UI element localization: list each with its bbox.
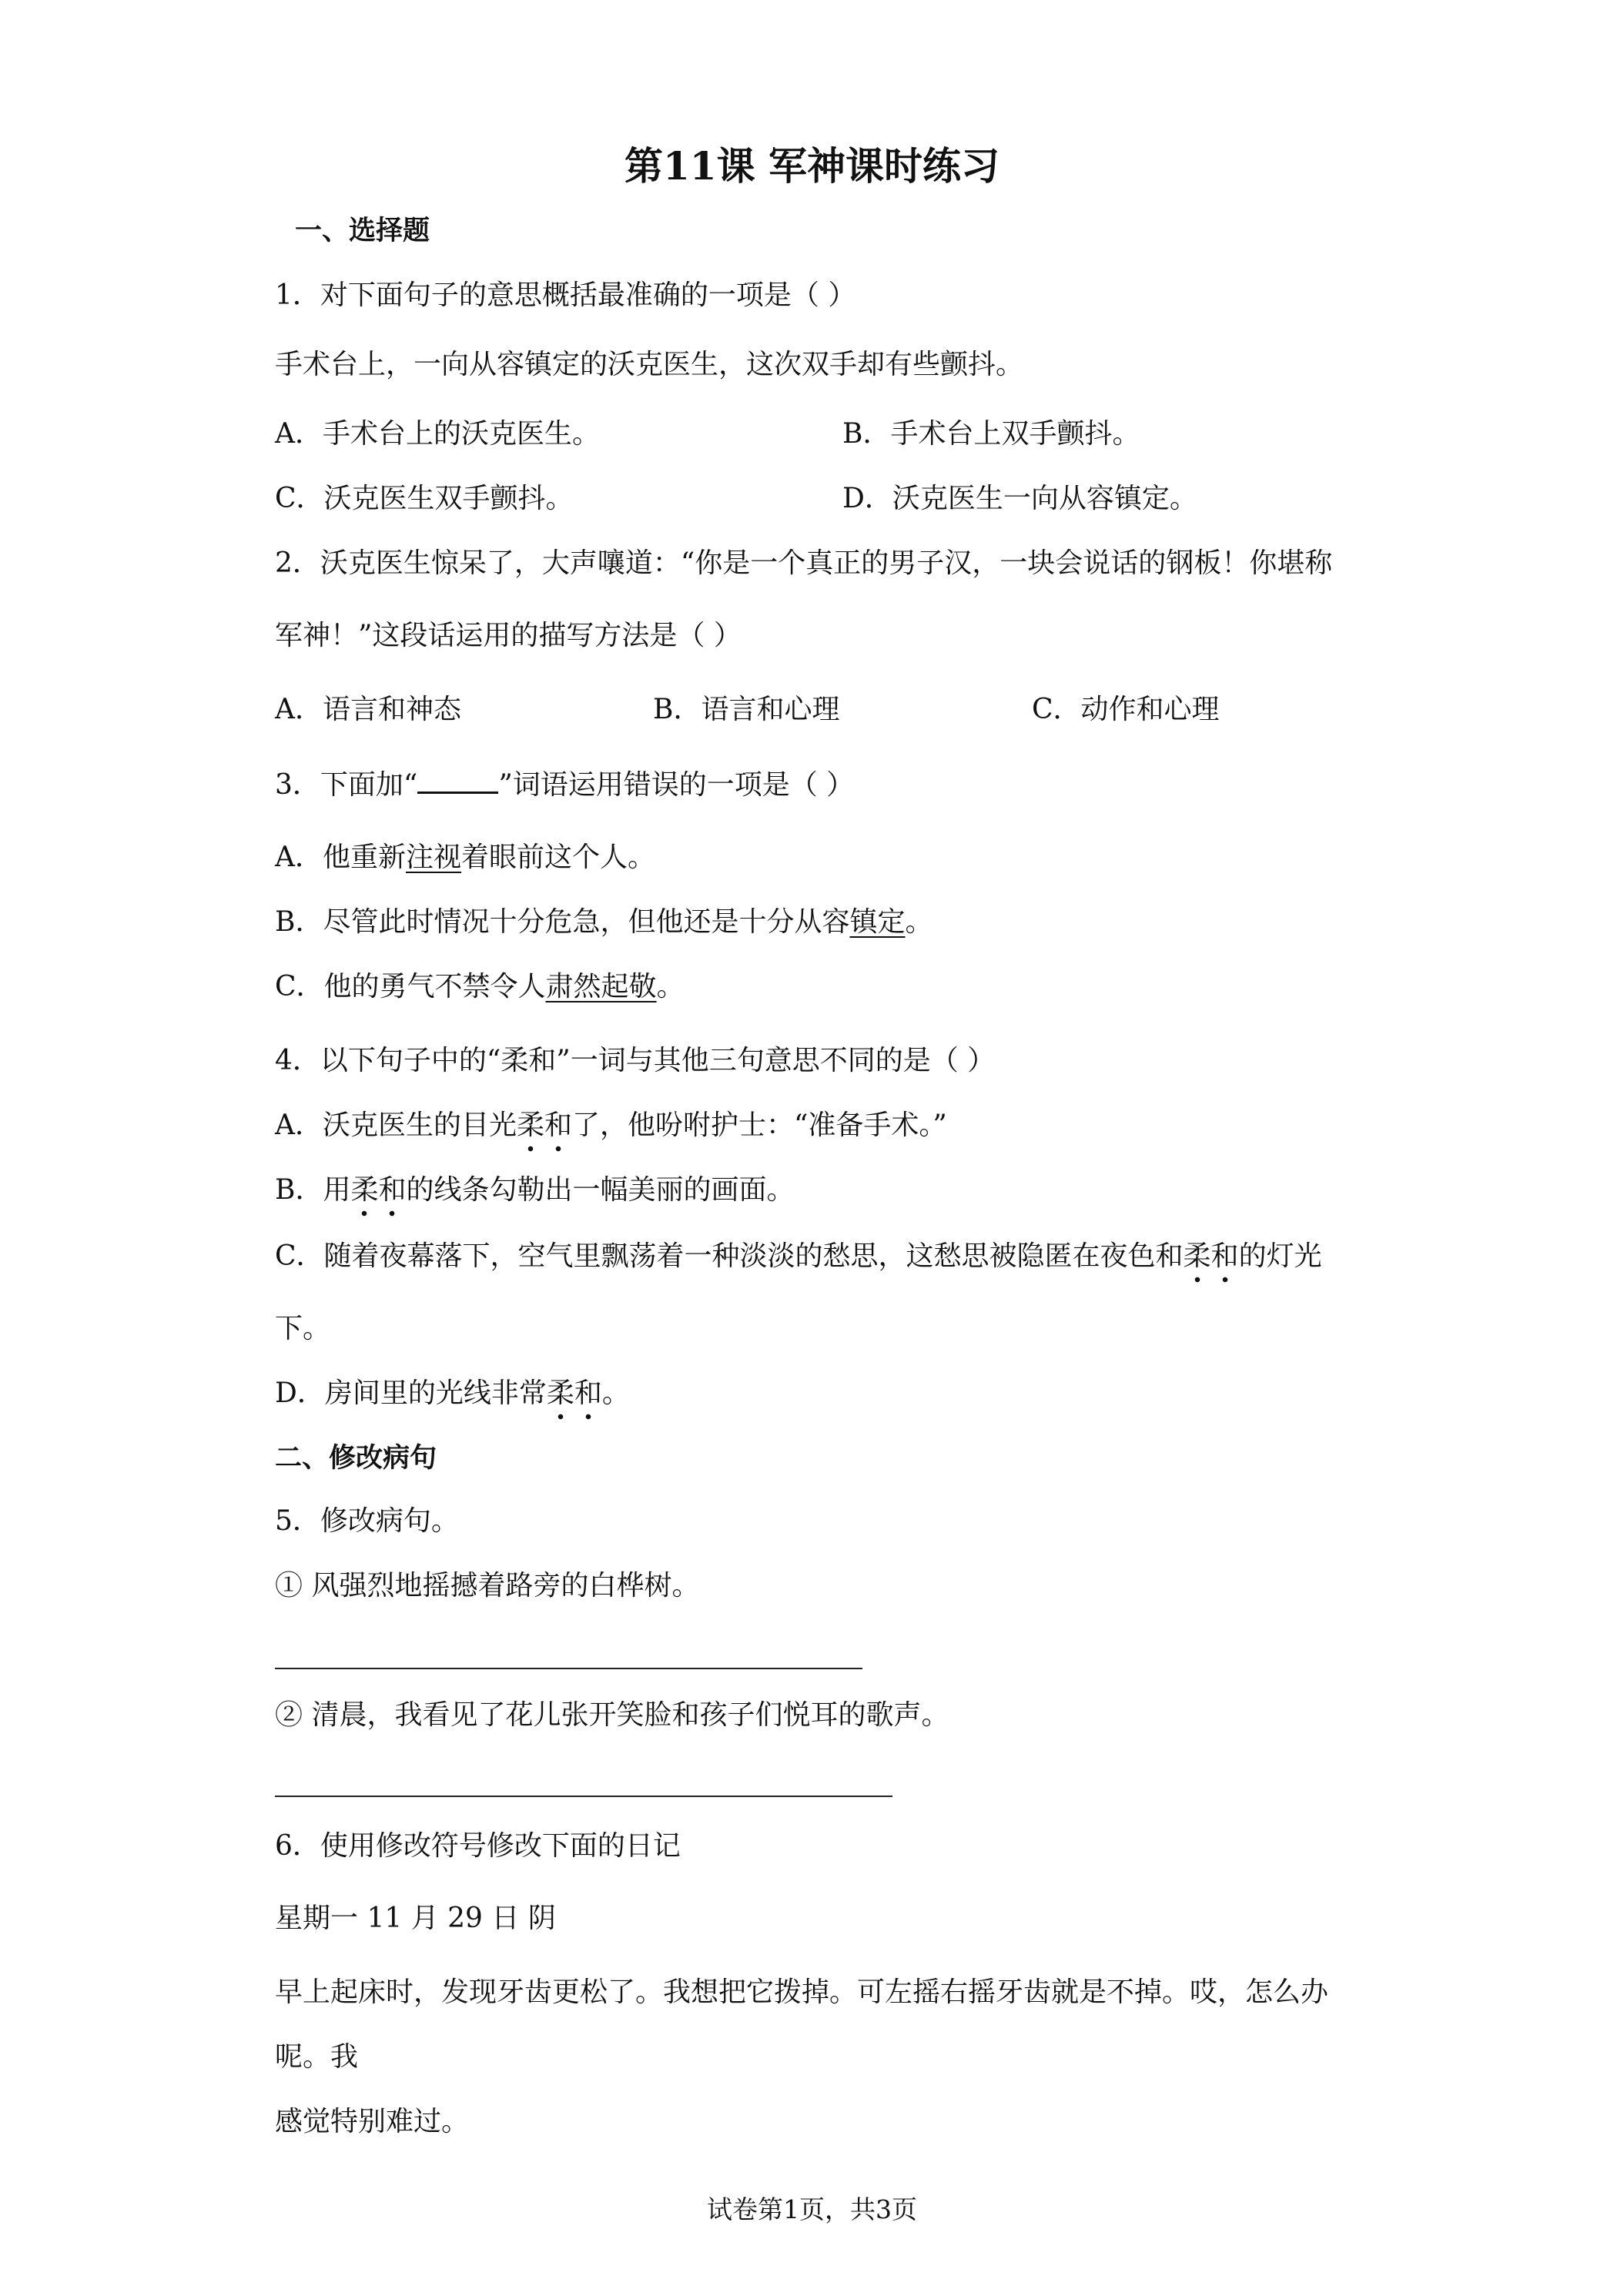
dotted-word: 柔和 bbox=[1184, 1240, 1239, 1284]
option-text: A．他重新 bbox=[275, 842, 406, 873]
question-6-stem: 6．使用修改符号修改下面的日记 bbox=[275, 1830, 681, 1862]
option-text: 了，他吩咐护士：“准备手术。” bbox=[572, 1110, 947, 1141]
question-1-option-d: D．沃克医生一向从容镇定。 bbox=[842, 483, 1197, 514]
option-text: 。 bbox=[905, 906, 933, 938]
question-2-option-a: A．语言和神态 bbox=[275, 694, 461, 725]
option-text: B．用 bbox=[275, 1174, 351, 1206]
question-5-sentence-2: ② 清晨，我看见了花儿张开笑脸和孩子们悦耳的歌声。 bbox=[275, 1699, 949, 1731]
underlined-word: 镇定 bbox=[849, 906, 906, 938]
question-4-option-b bbox=[275, 1173, 795, 1207]
question-3-option-a bbox=[275, 841, 655, 875]
option-text: B．尽管此时情况十分危急，但他还是十分从容 bbox=[275, 906, 850, 938]
question-4-option-c-line2: 下。 bbox=[275, 1313, 331, 1344]
diary-paragraph-line3: 感觉特别难过。 bbox=[275, 2106, 470, 2137]
question-4-stem: 4．以下句子中的“柔和”一词与其他三句意思不同的是（ ） bbox=[275, 1045, 996, 1076]
underline-blank bbox=[417, 767, 498, 794]
dotted-word: 柔和 bbox=[517, 1110, 572, 1153]
option-text: 的灯光 bbox=[1238, 1240, 1322, 1272]
page-title: 第11课 军神课时练习 bbox=[624, 143, 1000, 189]
section-heading-choice: 一、选择题 bbox=[295, 216, 430, 246]
page-footer: 试卷第1页，共3页 bbox=[707, 2194, 917, 2224]
question-5-sentence-1: ① 风强烈地摇撼着路旁的白桦树。 bbox=[275, 1570, 700, 1602]
dotted-word: 柔和 bbox=[350, 1174, 406, 1218]
underlined-word: 肃然起敬 bbox=[545, 971, 657, 1002]
question-1-option-c: C．沃克医生双手颤抖。 bbox=[275, 483, 574, 514]
question-1-stem: 1．对下面句子的意思概括最准确的一项是（ ） bbox=[275, 279, 856, 311]
question-3-option-b bbox=[275, 905, 933, 939]
option-text: 。 bbox=[601, 1377, 630, 1409]
option-text: 着眼前这个人。 bbox=[461, 842, 656, 873]
question-4-option-a bbox=[275, 1109, 947, 1143]
question-2-stem-line1: 2．沃克医生惊呆了，大声嚷道：“你是一个真正的男子汉，一块会说话的钢板！你堪称 bbox=[275, 547, 1333, 579]
question-3-option-c bbox=[275, 970, 685, 1004]
dotted-word: 柔和 bbox=[547, 1377, 602, 1421]
question-2-stem-line2: 军神！”这段话运用的描写方法是（ ） bbox=[275, 620, 742, 651]
diary-paragraph-line1: 早上起床时，发现牙齿更松了。我想把它拨掉。可左摇右摇牙齿就是不掉。哎，怎么办 bbox=[275, 1976, 1329, 2008]
question-5-stem: 5．修改病句。 bbox=[275, 1505, 459, 1537]
question-1-sentence: 手术台上，一向从容镇定的沃克医生，这次双手却有些颤抖。 bbox=[275, 349, 1024, 380]
option-text: A．沃克医生的目光 bbox=[275, 1110, 517, 1141]
question-1-option-a: A．手术台上的沃克医生。 bbox=[275, 418, 600, 450]
option-text: C．他的勇气不禁令人 bbox=[275, 971, 546, 1002]
underlined-word: 注视 bbox=[406, 842, 462, 873]
option-text: D．房间里的光线非常 bbox=[275, 1377, 547, 1409]
question-3-stem-suffix: ”词语运用错误的一项是（ ） bbox=[498, 769, 855, 801]
question-4-option-d bbox=[275, 1377, 630, 1411]
question-3-stem bbox=[275, 767, 854, 802]
answer-line-2[interactable] bbox=[275, 1796, 892, 1797]
question-2-option-c: C．动作和心理 bbox=[1032, 694, 1220, 725]
diary-paragraph-line2: 呢。我 bbox=[275, 2041, 359, 2073]
section-heading-sentence-correction: 二、修改病句 bbox=[275, 1443, 437, 1474]
option-text: 的线条勾勒出一幅美丽的画面。 bbox=[406, 1174, 795, 1206]
question-3-stem-prefix: 3．下面加“ bbox=[275, 769, 418, 801]
question-1-option-b: B．手术台上双手颤抖。 bbox=[842, 418, 1140, 450]
option-text: 。 bbox=[656, 971, 685, 1002]
answer-line-1[interactable] bbox=[275, 1668, 862, 1669]
question-2-option-b: B．语言和心理 bbox=[653, 694, 840, 725]
question-4-option-c bbox=[275, 1240, 1322, 1274]
option-text: C．随着夜幕落下，空气里飘荡着一种淡淡的愁思，这愁思被隐匿在夜色和 bbox=[275, 1240, 1184, 1272]
diary-date-line: 星期一 11 月 29 日 阴 bbox=[275, 1903, 556, 1934]
